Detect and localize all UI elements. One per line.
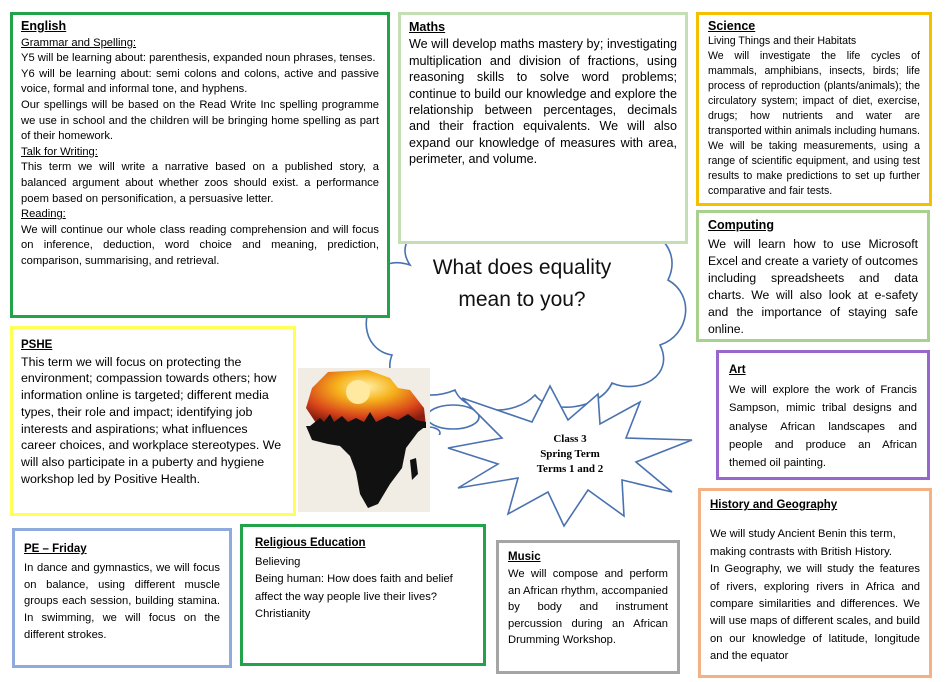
computing-section — [696, 210, 930, 342]
pshe-section — [10, 326, 296, 516]
history-geography-section — [698, 488, 932, 678]
pe-section — [12, 528, 232, 668]
computing-title: Computing — [708, 218, 774, 232]
talk-text: This term we will write a narrative based on a published story, a balanced argument about whether zoos should exist. a performance poem based on personification, a persuasive letter. — [21, 161, 379, 205]
english-section — [10, 12, 390, 318]
maths-text: We will develop maths mastery by; investigating multiplication and division of fractions, using reasoning skills to solve word problems; continue to build our knowledge and explore the relationship between percentages, decimals and their fraction equivalents. We will also expand our knowledge of measures with area, perimeter, and volume. — [409, 37, 677, 167]
class-line-1: Class 3 — [553, 433, 587, 445]
science-title: Science — [708, 19, 756, 33]
reading-heading: Reading: — [21, 208, 66, 221]
music-section — [496, 540, 680, 674]
equality-question — [402, 252, 642, 316]
re-line-2: Being human: How does faith and belief affect the way people live their lives? — [255, 573, 453, 603]
class-line-2: Spring Term — [540, 448, 600, 460]
art-section — [716, 350, 930, 480]
maths-section — [398, 12, 688, 244]
grammar-heading: Grammar and Spelling: — [21, 36, 137, 49]
science-section — [696, 12, 932, 206]
english-title: English — [21, 19, 67, 33]
maths-title: Maths — [409, 20, 446, 34]
science-text: We will investigate the life cycles of mammals, amphibians, insects, birds; life process of reproduction (plants/animals); the circulatory system; impact of diet, exercise, drugs; how nutrients and water are transported within animals including humans. We will be taking measurements, using a range of scientific equipment, and using test results to make predictions to set up further comparative and fair tests. — [708, 50, 920, 197]
pe-title: PE – Friday — [24, 543, 87, 555]
history-title: History and Geography — [710, 499, 838, 511]
computing-text: We will learn how to use Microsoft Excel and create a variety of outcomes including spreadsheets and data charts. We will also look at e-safety and the importance of staying safe online. — [708, 237, 919, 336]
pshe-title: PSHE — [21, 339, 53, 351]
africa-sunset-map-icon — [298, 368, 430, 512]
question-line-1: What does equality — [432, 256, 612, 279]
reading-text: We will continue our whole class reading comprehension and will focus on inference, deduction, word choice and meaning, prediction, comparison, summarising, and retrieval. — [21, 223, 379, 267]
class-term-label — [520, 432, 620, 477]
history-text: We will study Ancient Benin this term, making contrasts with British History. — [710, 528, 896, 558]
music-text: We will compose and perform an African rhythm, accompanied by body and instrument percussion during an African Drumming Workshop. — [508, 568, 668, 647]
re-line-1: Believing — [255, 556, 301, 569]
art-text: We will explore the work of Francis Sampson, mimic tribal designs and analyse African landscapes and people and produce an African themed oil painting. — [729, 384, 917, 470]
talk-heading: Talk for Writing: — [21, 145, 98, 158]
y5-text: Y5 will be learning about: parenthesis, expanded noun phrases, tenses. — [21, 52, 376, 65]
religious-education-section — [240, 524, 486, 666]
question-line-2: mean to you? — [458, 288, 586, 311]
re-title: Religious Education — [255, 537, 366, 549]
class-line-3: Terms 1 and 2 — [536, 463, 604, 475]
pshe-text: This term we will focus on protecting the environment; compassion towards others; how information online is targeted; different media types, their role and impact; identifying job interests and aspirations; what influences career choices, and workplace stereotypes. We will also participate in a puberty and hygiene workshop led by Positive Health. — [21, 354, 282, 486]
science-subtitle: Living Things and their Habitats — [708, 35, 857, 47]
y6-text: Y6 will be learning about: semi colons and colons, active and passive voice, formal and informal tone, and hyphens. — [21, 67, 379, 96]
pe-text: In dance and gymnastics, we will focus on balance, using different muscle groups each session, building stamina. In swimming, we will focus on the different strokes. — [24, 561, 220, 641]
re-line-3: Christianity — [255, 607, 311, 620]
music-title: Music — [508, 551, 541, 563]
art-title: Art — [729, 364, 746, 376]
spellings-text: Our spellings will be based on the Read Write Inc spelling programme we use in school and the children will be bringing home spelling as part of their homework. — [21, 98, 379, 143]
geography-text: In Geography, we will study the features of rivers, exploring rivers in Africa and compare similarities and differences. We will use maps of different scales, and build on our knowledge of latitude, longitude and the equator — [710, 563, 920, 663]
